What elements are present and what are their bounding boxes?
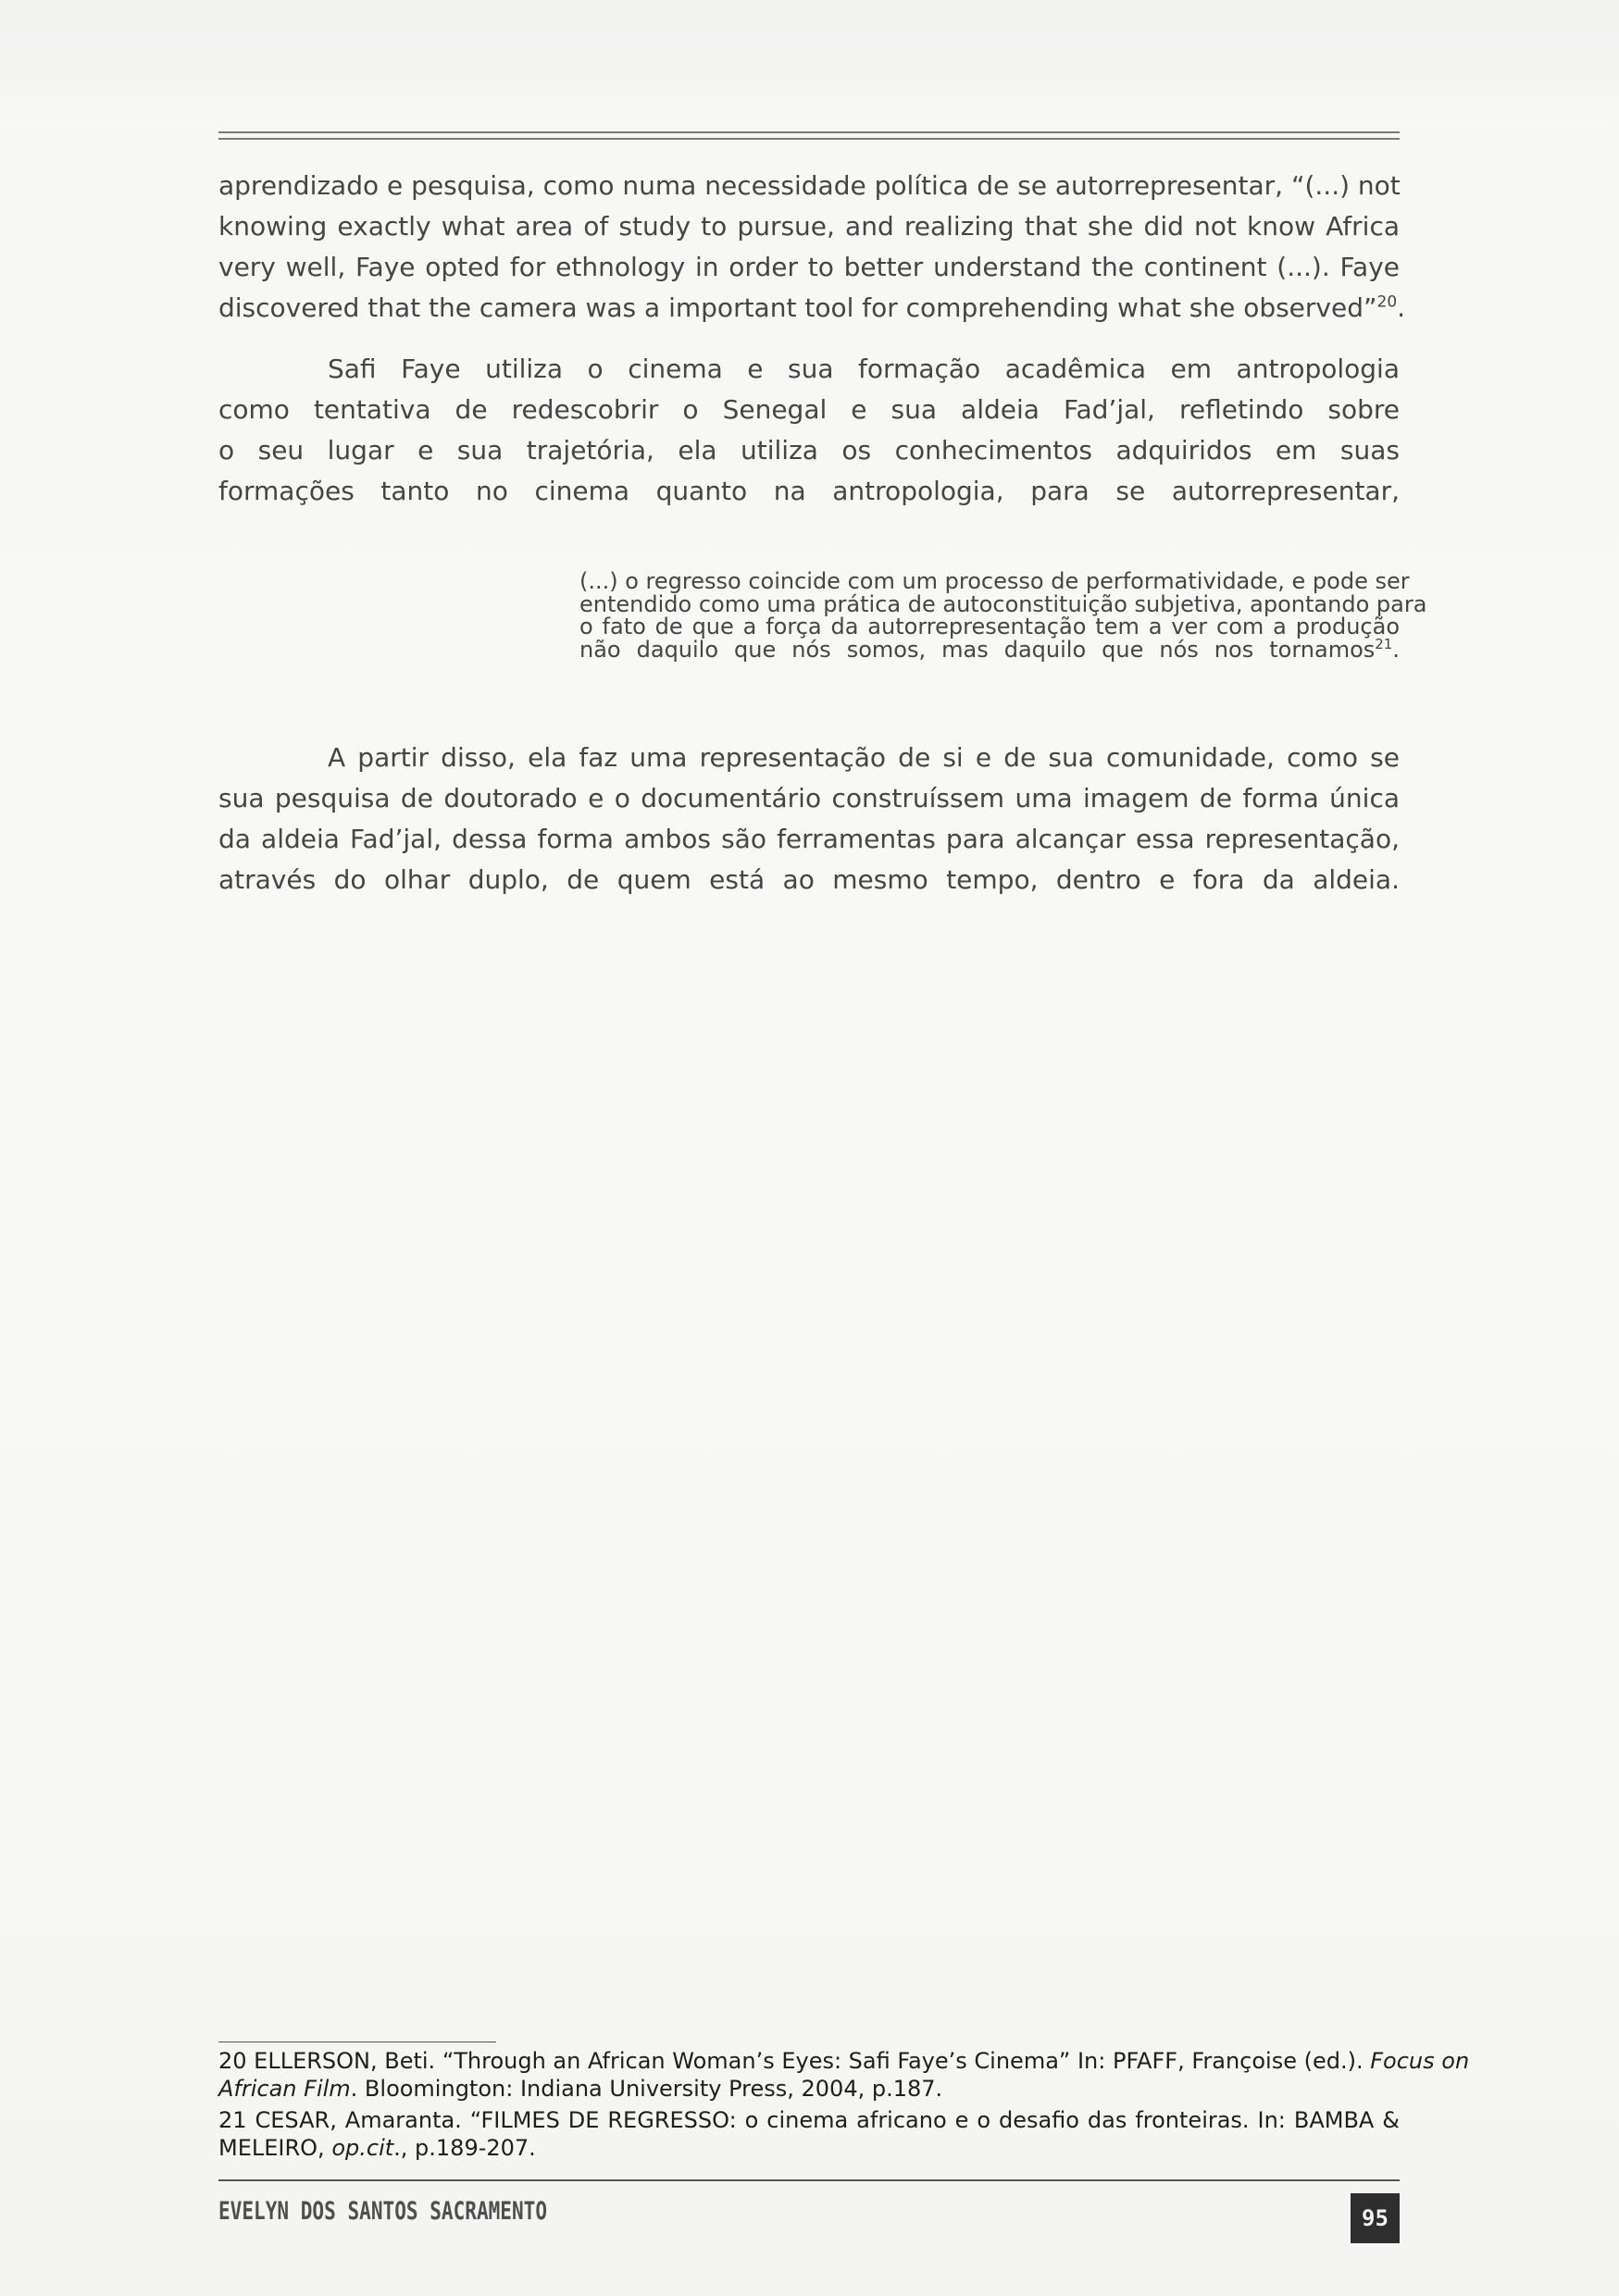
- paragraph-line: da aldeia Fad’jal, dessa forma ambos são ferramentas para alcançar essa representação,: [218, 824, 1400, 854]
- footnote-text: MELEIRO,: [218, 2135, 325, 2161]
- header-rule-bottom: [218, 138, 1400, 140]
- footnote-line: 21 CESAR, Amaranta. “FILMES DE REGRESSO: o cinema africano e o desafio das fronteiras. In: BAMBA &: [218, 2107, 1400, 2133]
- paragraph-line: aprendizado e pesquisa, como numa necessidade política de se autorrepresentar, “(...) not: [218, 170, 1401, 201]
- paragraph-line: o seu lugar e sua trajetória, ela utiliza os conhecimentos adquiridos em suas: [218, 435, 1400, 465]
- paragraph-continuation: [218, 166, 1406, 329]
- block-quote: [579, 568, 1427, 663]
- paragraph-punctuation: .: [1397, 292, 1406, 323]
- quote-punctuation: .: [1392, 636, 1400, 663]
- footer-author: EVELYN DOS SANTOS SACRAMENTO: [218, 2197, 548, 2226]
- paragraph-line: através do olhar duplo, de quem está ao mesmo tempo, dentro e fora da aldeia.: [218, 864, 1400, 895]
- paragraph-safi-faye: [218, 349, 1400, 512]
- quote-line: entendido como uma prática de autoconstituição subjetiva, apontando para: [579, 590, 1427, 617]
- footnote-italic: African Film: [218, 2076, 351, 2102]
- footnote-ref-21[interactable]: 21: [1375, 635, 1393, 652]
- header-rule-top: [218, 131, 1400, 133]
- paragraph-line: knowing exactly what area of study to pursue, and realizing that she did not know Africa: [218, 211, 1400, 242]
- paragraph-line: sua pesquisa de doutorado e o documentário construíssem uma imagem de forma única: [218, 783, 1400, 813]
- footnote-21: [218, 2106, 1400, 2162]
- footnote-line: [218, 2047, 1470, 2075]
- footnote-20: [218, 2047, 1470, 2103]
- footnote-text: . Bloomington: Indiana University Press, 2004, p.187.: [350, 2076, 943, 2102]
- footnote-ref-20[interactable]: 20: [1376, 292, 1398, 312]
- page-number: 95: [1351, 2193, 1400, 2243]
- footer-rule: [218, 2179, 1400, 2181]
- paragraph-line: Safi Faye utiliza o cinema e sua formação acadêmica em antropologia: [328, 354, 1400, 384]
- footnote-line: [218, 2075, 1400, 2103]
- quote-line-text: não daquilo que nós somos, mas daquilo que nós nos tornamos: [579, 636, 1376, 663]
- paragraph-line-text: discovered that the camera was a important tool for comprehending what she observed”: [218, 292, 1377, 323]
- quote-line: [579, 635, 1400, 663]
- footnote-italic: Focus on: [1370, 2048, 1470, 2074]
- paragraph-line: formações tanto no cinema quanto na antropologia, para se autorrepresentar,: [218, 476, 1400, 506]
- paragraph-line: very well, Faye opted for ethnology in order to better understand the continent (...). Faye: [218, 252, 1400, 282]
- paragraph-line: [218, 288, 1406, 329]
- quote-line: o fato de que a força da autorrepresentação tem a ver com a produção: [579, 614, 1400, 639]
- footnote-text: ., p.189-207.: [393, 2135, 536, 2161]
- quote-line: (...) o regresso coincide com um processo de performatividade, e pode ser: [579, 568, 1410, 594]
- footnote-text: 20 ELLERSON, Beti. “Through an African Woman’s Eyes: Safi Faye’s Cinema” In: PFAFF, Françoise (ed.).: [218, 2048, 1364, 2074]
- footnote-italic: op.cit: [331, 2135, 394, 2161]
- paragraph-line: como tentativa de redescobrir o Senegal e sua aldeia Fad’jal, refletindo sobre: [218, 394, 1400, 425]
- footnote-line: [218, 2134, 1400, 2162]
- paragraph-line: A partir disso, ela faz uma representação de si e de sua comunidade, como se: [328, 742, 1400, 773]
- paragraph-a-partir-disso: [218, 738, 1400, 900]
